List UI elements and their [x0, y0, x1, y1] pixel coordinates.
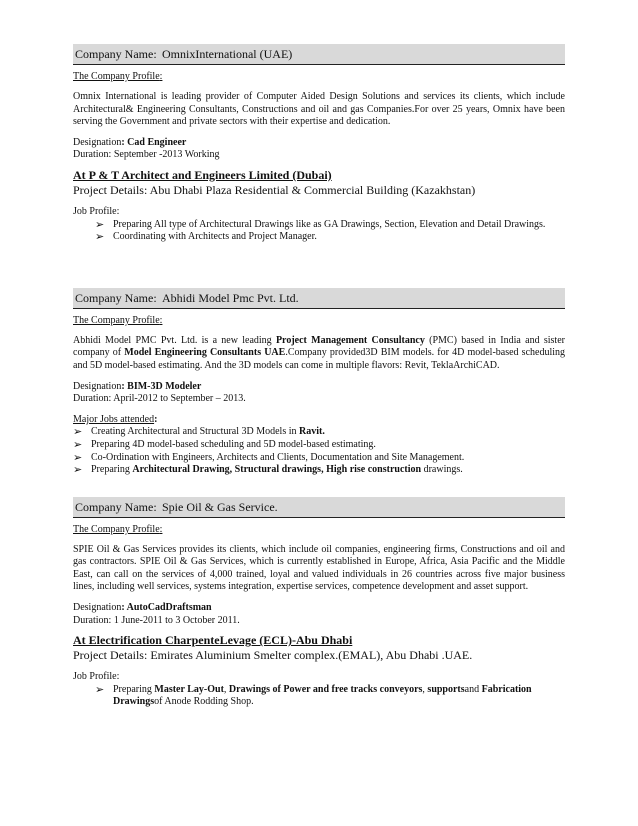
job-profile-label: Job Profile: [73, 205, 120, 217]
project-details: Project Details: Emirates Aluminium Smelter complex.(EMAL), Abu Dhabi .UAE. [73, 648, 473, 663]
list-item: ➢ Preparing Master Lay-Out, Drawings of Power and free tracks conveyors, supportsand Fabrication Drawingsof Anode Rodding Shop. [95, 683, 532, 708]
major-jobs-list [73, 426, 565, 476]
company-profile-text: SPIE Oil & Gas Services provides its clients, which include oil companies, engineering firms, Constructions and oil and gas contractors. SPIE Oil & Gas Services, which is currently established in Europe, Africa, Asia Pacific and the Middle East, can call on the services of 4,000 trained, loyal and valued individuals in 26 countries across five major business lines, including well services, systems integration, expertise services, competence development and asset support. [73, 543, 565, 593]
arrow-bullet-icon: ➢ [73, 451, 83, 464]
list-item: ➢ Preparing All type of Architectural Drawings like as GA Drawings, Section, Elevation and Detail Drawings. [95, 218, 546, 231]
designation: Designation: AutoCadDraftsman [73, 602, 212, 614]
designation: Designation: BIM-3D Modeler [73, 380, 202, 392]
duration: Duration: April-2012 to September – 2013. [73, 393, 246, 405]
company-profile-text: Abhidi Model PMC Pvt. Ltd. is a new leading Project Management Consultancy (PMC) based in India and sister company of Model Engineering Consultants UAE.Company provided3D BIM models. for 4D model-based scheduling and 5D model-based estimating. And the 3D models can come in multiple flavors: Revit, TeklaArchiCAD. [73, 334, 565, 371]
firm-title: At P & T Architect and Engineers Limited (Dubai) [73, 167, 332, 182]
company-header-omnix [73, 44, 565, 65]
duration: Duration: September -2013 Working [73, 149, 220, 161]
list-item: ➢ Co-Ordination with Engineers, Architects and Clients, Documentation and Site Management. [73, 451, 465, 464]
list-item: ➢ Preparing Architectural Drawing, Structural drawings, High rise construction drawings. [73, 464, 463, 477]
company-profile-label: The Company Profile [73, 314, 160, 326]
company-profile-label: The Company Profile [73, 71, 160, 82]
list-item: ➢ Preparing 4D model-based scheduling and 5D model-based estimating. [73, 438, 376, 451]
job-list [73, 219, 565, 244]
resume-page: Company Name: OmnixInternational (UAE) The Company Profile: Omnix International is leading provider of Computer Aided Design Solutions and services its clients, which include Architectural& Engineering Consultants, Constructions and oil and gas Companies.For over 25 years, Omnix have been serving the Government and private sectors with their expertise and dedication. Designation: Cad Engineer Duration: September -2013 Working At P & T Architect and Engineers Limited (Dubai) Project Details: Abu Dhabi Plaza Residential & Commercial Building (Kazakhstan) Job Profile: ➢ Preparing All type of Architectural Drawings like as GA Drawings, Section, Elevation and Detail Drawings. ➢ Coordinating with Architects and Project Manager. Company Name: Abhidi Model Pmc Pvt. Ltd. The Company Profile: Abhidi Model PMC Pvt. Ltd. is a new leading Project Management Consultancy (PMC) based in India and sister company of Model Engineering Consultants UAE.Company provided3D BIM models. for 4D model-based scheduling and 5D model-based estimating. And the 3D models can come in multiple flavors: Revit, TeklaArchiCAD. Designation: BIM-3D Modeler Duration: April-2012 to September – 2013. Major Jobs attended: ➢ Creating Architectural and Structural 3D Models in Ravit. ➢ Preparing 4D model-based scheduling and 5D model-based estimating. ➢ Co-Ordination with Engineers, Architects and Clients, Documentation and Site Management. ➢ Preparing Architectural Drawing, Structural drawings, High rise construction drawings. Company Name: Spie Oil & Gas Service. The Company Profile: SPIE Oil & Gas Services provides its clients, which include oil companies, engineering firms, Constructions and oil and gas contractors. SPIE Oil & Gas Services, which is currently established in Europe, Africa, Asia Pacific and the Middle East, can call on the services of 4,000 trained, loyal and valued individuals in 26 countries across five major business lines, including well services, systems integration, expertise services, competence development and asset support. Designation: AutoCadDraftsman Duration: 1 June-2011 to 3 October 2011. At Electrification CharpenteLevage (ECL)-Abu Dhabi Project Details: Emirates Aluminium Smelter complex.(EMAL), Abu Dhabi .UAE. Job Profile: ➢ Preparing Master Lay-Out, Drawings of Power and free tracks conveyors, supportsand Fabrication Drawingsof Anode Rodding Shop. [73, 44, 565, 709]
company-profile-text: Omnix International is leading provider of Computer Aided Design Solutions and services its clients, which include Architectural& Engineering Consultants, Constructions and oil and gas Companies.For over 25 years, Omnix have been serving the Government and private sectors with their expertise and dedication. [73, 91, 565, 128]
arrow-bullet-icon: ➢ [73, 464, 83, 477]
arrow-bullet-icon: ➢ [95, 683, 105, 696]
company-name: Spie Oil & Gas Service. [162, 499, 278, 514]
company-profile-label: The Company Profile [73, 523, 160, 535]
firm-title: At Electrification CharpenteLevage (ECL)-Abu Dhabi [73, 633, 353, 648]
duration: Duration: 1 June-2011 to 3 October 2011. [73, 614, 240, 626]
arrow-bullet-icon: ➢ [95, 231, 105, 244]
company-name: Abhidi Model Pmc Pvt. Ltd. [162, 290, 299, 305]
major-jobs-label: Major Jobs attended: [73, 413, 158, 425]
company-header-abhidi [73, 288, 565, 309]
job-list [73, 684, 565, 709]
project-details: Project Details: Abu Dhabi Plaza Residential & Commercial Building (Kazakhstan) [73, 182, 476, 197]
arrow-bullet-icon: ➢ [95, 218, 105, 231]
company-name-label: Company Name: [75, 290, 157, 305]
list-item: ➢ Coordinating with Architects and Project Manager. [95, 231, 317, 244]
company-name: OmnixInternational (UAE) [162, 47, 293, 61]
company-header-spie [73, 497, 565, 518]
company-name-label: Company Name: [75, 47, 157, 61]
job-profile-label: Job Profile: [73, 671, 120, 683]
arrow-bullet-icon: ➢ [73, 426, 83, 439]
list-item: ➢ Creating Architectural and Structural 3D Models in Ravit. [73, 426, 325, 439]
company-name-label: Company Name: [75, 499, 157, 514]
designation: Designation: Cad Engineer [73, 136, 187, 148]
arrow-bullet-icon: ➢ [73, 438, 83, 451]
